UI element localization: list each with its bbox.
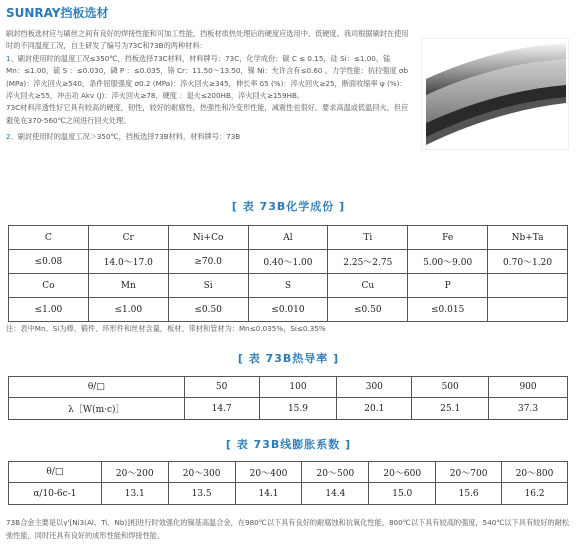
chem-table <box>8 225 568 322</box>
table-row <box>9 377 568 398</box>
table-cell: Cr <box>88 226 168 250</box>
table-cell: Co <box>9 274 89 298</box>
table-cell: α/10-6c-1 <box>9 483 102 505</box>
table-cell: 50 <box>184 377 259 398</box>
table-row <box>9 398 568 420</box>
table-cell: Al <box>248 226 328 250</box>
page-title: SUNRAY挡板选材 <box>6 6 109 20</box>
table-cell <box>488 298 568 322</box>
table-cell: 20～400 <box>235 462 302 483</box>
table-cell: ≤0.50 <box>328 298 408 322</box>
table-cell: Mn <box>88 274 168 298</box>
table-row <box>9 226 568 250</box>
table-row <box>9 274 568 298</box>
table-row <box>9 250 568 274</box>
table-cell: ≤0.015 <box>408 298 488 322</box>
table-cell: 100 <box>259 377 337 398</box>
table-cell: 13.5 <box>168 483 235 505</box>
table-cell: 500 <box>412 377 489 398</box>
intro-item-2 <box>6 131 410 143</box>
table-cell: λ［W(m·c)］ <box>9 398 185 420</box>
chem-table-title: [ 表 73B化学成份 ] <box>231 200 346 213</box>
expansion-table-title: [ 表 73B线膨胀系数 ] <box>225 438 352 451</box>
table-cell: 14.4 <box>302 483 369 505</box>
table-cell <box>488 274 568 298</box>
table-row <box>9 483 568 505</box>
table-row <box>9 298 568 322</box>
table-cell: 20.1 <box>337 398 412 420</box>
table-cell: 0.40～1.00 <box>248 250 328 274</box>
expansion-table <box>8 461 568 505</box>
table-cell: 16.2 <box>502 483 568 505</box>
table-cell: ≥70.0 <box>168 250 248 274</box>
table-cell: 15.9 <box>259 398 337 420</box>
table-cell: 20～700 <box>436 462 502 483</box>
item-text: 刷封使用时的温度工况≤350℃，挡板选择73C材料，材料牌号：73C，化学成份：碳 C ≤ 0.15，硅 Si：≤1.00，锰 Mn：≤1.00，硫 S ：≤0.030，磷 P ：≤0.035，铬 Cr：11.50～13.50，镍 Ni：允许含有≤0.60 ，力学性能：抗拉强度 σb (MPa)：淬火回火≥540，条件屈服强度 σ0.2 (MPa)：淬火回火≥345，伸长率 δ5 (%)：淬火回火≥25，断面收缩率 ψ (%)：淬火回火≥55，冲击功 Akv (J)：淬火回火≥78，硬度 ：退火≤200HB，淬火回火≥159HB。 <box>6 53 409 101</box>
chem-table-note: 注：表中Mn、Si为棒、锻件、环形件和丝材含量，板材、带材和管材为：Mn≤0.035%，Si≤0.35% <box>6 324 326 333</box>
intro-text <box>6 28 410 144</box>
table-cell: Si <box>168 274 248 298</box>
item-number: 1、 <box>6 53 18 63</box>
table-cell: 0.70～1.20 <box>488 250 568 274</box>
table-cell: 20～600 <box>369 462 436 483</box>
table-cell: 14.7 <box>184 398 259 420</box>
table-cell: 15.0 <box>369 483 436 505</box>
table-cell: 37.3 <box>489 398 568 420</box>
table-cell: 20～500 <box>302 462 369 483</box>
intro-item-1 <box>6 53 410 103</box>
table-row <box>9 462 568 483</box>
table-cell: ≤0.50 <box>168 298 248 322</box>
table-cell: Nb+Ta <box>488 226 568 250</box>
table-cell: 900 <box>489 377 568 398</box>
table-cell: 5.00～9.00 <box>408 250 488 274</box>
item-number: 2、 <box>6 132 18 142</box>
intro-paragraph-2: 73C材料淬透性好它具有较高的硬度，韧性，较好的耐腐性，热强性和冷变形性能，减震性也很好。要求高温或低温回火，但应避免在370-560℃之间进行回火处理。 <box>6 103 409 125</box>
table-cell: 20～800 <box>502 462 568 483</box>
table-cell: ≤0.08 <box>9 250 89 274</box>
table-cell: 2.25～2.75 <box>328 250 408 274</box>
table-cell: Ti <box>328 226 408 250</box>
table-cell: θ/□ <box>9 462 102 483</box>
table-cell: 300 <box>337 377 412 398</box>
item-text: 刷封使用时的温度工况＞350℃，挡板选择73B材料，材料牌号：73B <box>17 132 241 142</box>
table-cell: C <box>9 226 89 250</box>
table-cell: ≤0.010 <box>248 298 328 322</box>
table-cell: 14.0～17.0 <box>88 250 168 274</box>
table-cell: Ni+Co <box>168 226 248 250</box>
thermal-table <box>8 376 568 420</box>
table-cell: 15.6 <box>436 483 502 505</box>
table-cell: 13.1 <box>101 483 168 505</box>
table-cell: 14.1 <box>235 483 302 505</box>
table-cell: 20～200 <box>101 462 168 483</box>
bottom-paragraph: 73B合金主要是以γ'[Ni3(Al、Ti、Nb)]相进行时效强化的镍基高温合金，在980℃以下具有良好的耐腐蚀和抗氧化性能，800℃以下具有较高的强度，540℃以下具有较好的耐松弛性能，同时还具有良好的成形性能和焊接性能。 <box>6 518 570 540</box>
table-cell: θ/□ <box>9 377 185 398</box>
table-cell: Cu <box>328 274 408 298</box>
table-cell: ≤1.00 <box>9 298 89 322</box>
intro-paragraph: 刷封挡板选材应与刷丝之间有良好的焊接性能和可加工性能，挡板材质热处理后的硬度应选用中、低硬度。我司根据刷封在使用时的不同温度工况，自主研发了编号为73C和73B的两种材料： <box>6 29 409 51</box>
table-cell: P <box>408 274 488 298</box>
brush-seal-photo <box>421 38 569 150</box>
thermal-table-title: [ 表 73B热导率 ] <box>237 352 340 365</box>
table-cell: ≤1.00 <box>88 298 168 322</box>
table-cell: S <box>248 274 328 298</box>
table-cell: 20～300 <box>168 462 235 483</box>
table-cell: 25.1 <box>412 398 489 420</box>
table-cell: Fe <box>408 226 488 250</box>
